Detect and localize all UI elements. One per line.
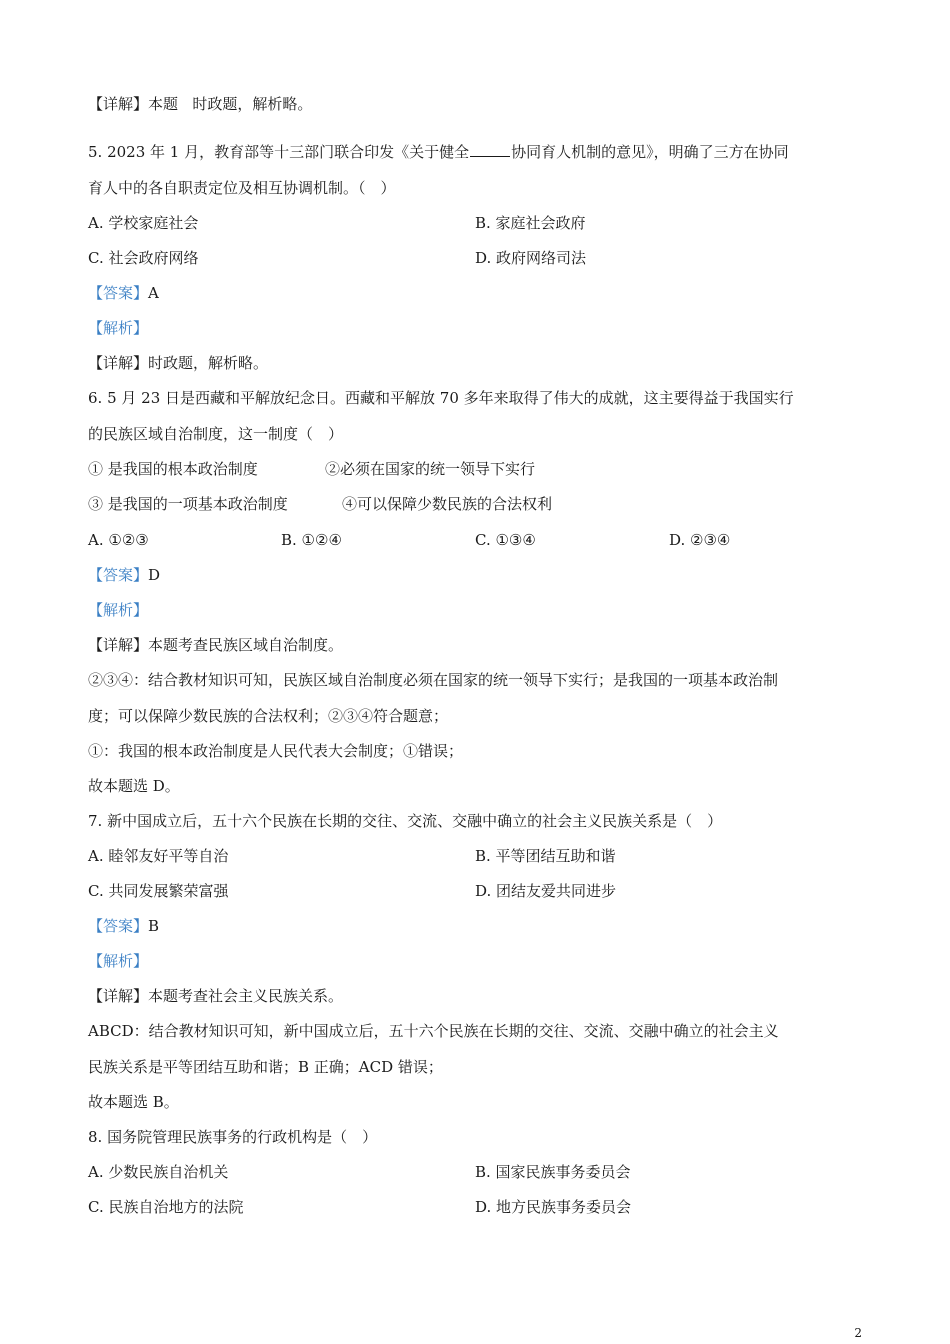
q5-option-a: A. 学校家庭社会 xyxy=(88,214,199,232)
q6-answer xyxy=(88,565,160,585)
detail-tag: 【详解】 xyxy=(88,987,149,1005)
q4-detail xyxy=(88,94,312,114)
q7-explain-line1: ABCD：结合教材知识可知，新中国成立后，五十六个民族在长期的交往、交流、交融中确立的社会主义 xyxy=(88,1022,779,1040)
q7-stem: 7. 新中国成立后，五十六个民族在长期的交往、交流、交融中确立的社会主义民族关系是（ ） xyxy=(88,812,723,830)
analysis-tag: 【解析】 xyxy=(88,319,149,337)
answer-value: B xyxy=(148,917,160,935)
q5-analysis xyxy=(88,318,148,338)
detail-text: 本题 时政题，解析略。 xyxy=(148,95,313,113)
q6-option-a: A. ①②③ xyxy=(88,531,149,549)
q7-analysis xyxy=(88,951,148,971)
q5-detail xyxy=(88,353,268,373)
q7-conclusion: 故本题选 B。 xyxy=(88,1093,179,1111)
detail-tag: 【详解】 xyxy=(88,354,149,372)
q5-stem-line2: 育人中的各自职责定位及相互协调机制。（ ） xyxy=(88,179,396,197)
q6-analysis xyxy=(88,600,148,620)
q7-option-b: B. 平等团结互助和谐 xyxy=(475,847,616,865)
detail-text: 本题考查社会主义民族关系。 xyxy=(148,987,344,1005)
q5-stem-line1 xyxy=(88,142,789,162)
page-number: 2 xyxy=(854,1326,862,1340)
q7-detail xyxy=(88,986,343,1006)
q5-option-c: C. 社会政府网络 xyxy=(88,249,199,267)
answer-blank xyxy=(470,142,510,157)
q6-explain-line3: ①：我国的根本政治制度是人民代表大会制度；①错误； xyxy=(88,742,464,760)
q6-explain-line2: 度；可以保障少数民族的合法权利；②③④符合题意； xyxy=(88,707,449,725)
q6-item-3: ③ 是我国的一项基本政治制度 xyxy=(88,495,288,513)
q6-item-2: ②必须在国家的统一领导下实行 xyxy=(325,460,536,478)
answer-value: D xyxy=(148,566,161,584)
q6-conclusion: 故本题选 D。 xyxy=(88,777,180,795)
q6-detail xyxy=(88,635,343,655)
answer-value: A xyxy=(148,284,159,302)
q8-option-a: A. 少数民族自治机关 xyxy=(88,1163,229,1181)
q7-option-c: C. 共同发展繁荣富强 xyxy=(88,882,229,900)
detail-text: 本题考查民族区域自治制度。 xyxy=(148,636,344,654)
q6-item-4: ④可以保障少数民族的合法权利 xyxy=(342,495,553,513)
answer-tag: 【答案】 xyxy=(88,284,149,302)
analysis-tag: 【解析】 xyxy=(88,601,149,619)
detail-tag: 【详解】 xyxy=(88,636,149,654)
q8-stem: 8. 国务院管理民族事务的行政机构是（ ） xyxy=(88,1128,378,1146)
q7-answer xyxy=(88,916,159,936)
q5-option-b: B. 家庭社会政府 xyxy=(475,214,586,232)
q7-explain-line2: 民族关系是平等团结互助和谐；B 正确；ACD 错误； xyxy=(88,1058,443,1076)
q7-option-d: D. 团结友爱共同进步 xyxy=(475,882,617,900)
q8-option-c: C. 民族自治地方的法院 xyxy=(88,1198,244,1216)
answer-tag: 【答案】 xyxy=(88,566,149,584)
detail-text: 时政题，解析略。 xyxy=(148,354,269,372)
q5-answer xyxy=(88,283,159,303)
q6-item-1: ① 是我国的根本政治制度 xyxy=(88,460,258,478)
detail-tag: 【详解】 xyxy=(88,95,149,113)
q8-option-d: D. 地方民族事务委员会 xyxy=(475,1198,632,1216)
q8-option-b: B. 国家民族事务委员会 xyxy=(475,1163,631,1181)
q6-option-c: C. ①③④ xyxy=(475,531,536,549)
answer-tag: 【答案】 xyxy=(88,917,149,935)
q6-option-d: D. ②③④ xyxy=(669,531,731,549)
analysis-tag: 【解析】 xyxy=(88,952,149,970)
q6-explain-line1: ②③④：结合教材知识可知，民族区域自治制度必须在国家的统一领导下实行；是我国的一项基本政治制 xyxy=(88,671,779,689)
q5-option-d: D. 政府网络司法 xyxy=(475,249,587,267)
q5-stem-part2: 协同育人机制的意见》，明确了三方在协同 xyxy=(511,143,789,161)
q6-stem-line2: 的民族区域自治制度，这一制度（ ） xyxy=(88,425,344,443)
q5-stem-part1: 5. 2023 年 1 月，教育部等十三部门联合印发《关于健全 xyxy=(88,143,470,161)
q6-option-b: B. ①②④ xyxy=(281,531,342,549)
q6-stem-line1: 6. 5 月 23 日是西藏和平解放纪念日。西藏和平解放 70 多年来取得了伟大的成就，这主要得益于我国实行 xyxy=(88,389,794,407)
q7-option-a: A. 睦邻友好平等自治 xyxy=(88,847,229,865)
